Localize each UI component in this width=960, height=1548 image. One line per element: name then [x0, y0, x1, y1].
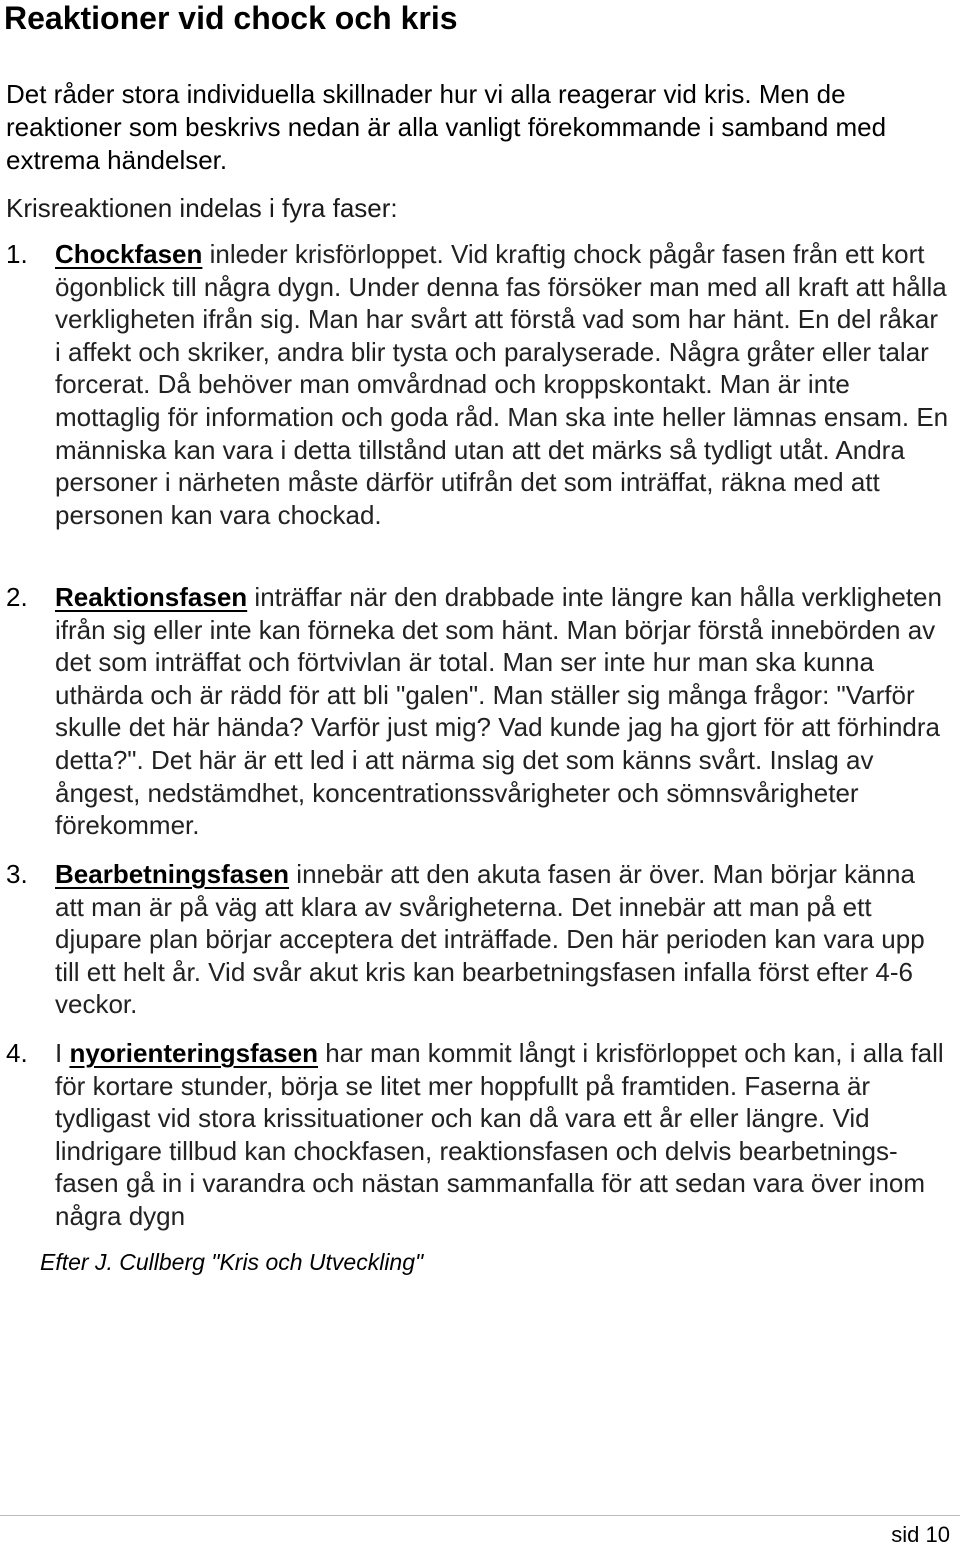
phase-term-bearbetningsfasen: Bearbetningsfasen — [55, 859, 290, 889]
phase-number: 1. — [6, 239, 28, 269]
phase-number: 4. — [6, 1038, 28, 1068]
phase-description: inleder krisförloppet. Vid kraftig chock pågår fasen från ett kort ögonblick till några dygn. Under denna fas försöker man med all kraft att hålla verkligheten ifrån sig. Man har svårt att förstå vad som har hänt. En del råkar i affekt och skriker, andra blir tysta och paralyserade. Några gråter eller talar forcerat. Då behöver man omvårdnad och kroppskontakt. Man är inte mottaglig för information och goda råd. Man ska inte heller lämnas ensam. En människa kan vara i detta tillstånd utan att det märks så tydligt utåt. Andra personer i närheten måste därför utifrån det som inträffat, räkna med att personen kan vara chockad. — [55, 239, 949, 530]
footer-divider — [0, 1515, 960, 1516]
phase-text — [55, 858, 950, 1021]
intro-lead: Krisreaktionen indelas i fyra faser: — [6, 193, 398, 223]
phase-term-reaktionsfasen: Reaktionsfasen — [55, 582, 248, 612]
phase-description: innebär att den akuta fasen är över. Man börjar känna att man är på väg att klara av svårigheterna. Det innebär att man på ett djupare plan börjar acceptera det inträffade. Den här perioden kan vara upp till ett helt år. Vid svår akut kris kan bearbetningsfasen infalla först efter 4-6 veckor. — [55, 859, 925, 1020]
phase-description: inträffar när den drabbade inte längre kan hålla verkligheten ifrån sig eller inte kan förneka det som hänt. Man börjar förstå innebörden av det som inträffat och förtvivlan är total. Man ser inte hur man ska kunna uthärda och är rädd för att bli "galen". Man ställer sig många frågor: "Varför skulle det här hända? Varför just mig? Vad kunde jag ha gjort för att förhindra detta?". Det här är ett led i att närma sig det som känns svårt. Inslag av ångest, nedstämdhet, koncentrationssvårigheter och sömnsvårigheter förekommer. — [55, 582, 942, 841]
phase-term-chockfasen: Chockfasen — [55, 239, 203, 269]
phase-description: har man kommit långt i krisförloppet och kan, i alla fall för kortare stunder, börja se litet mer hoppfullt på framtiden. Faserna är tydligast vid stora krissituationer och kan då vara ett år eller längre. Vid lindrigare tillbud kan chockfasen, reaktionsfasen och delvis bearbetnings- fasen gå in i varandra och nästan sammanfalla för att sedan vara över inom några dygn — [55, 1038, 944, 1231]
phase-number: 3. — [6, 859, 28, 889]
phase-text — [55, 1037, 950, 1233]
phase-text — [55, 238, 950, 531]
phase-number: 2. — [6, 582, 28, 612]
source-citation: Efter J. Cullberg "Kris och Utveckling" — [40, 1249, 424, 1275]
phase-text — [55, 581, 950, 842]
phase-prefix: I — [55, 1038, 70, 1068]
page-number: sid 10 — [891, 1522, 950, 1547]
phase-term-nyorienteringsfasen: nyorienteringsfasen — [69, 1038, 318, 1068]
intro-paragraph: Det råder stora individuella skillnader hur vi alla reagerar vid kris. Men de reaktioner som beskrivs nedan är alla vanligt förekommande i samband med extrema händelser. — [6, 79, 887, 175]
page-title: Reaktioner vid chock och kris — [4, 0, 458, 36]
